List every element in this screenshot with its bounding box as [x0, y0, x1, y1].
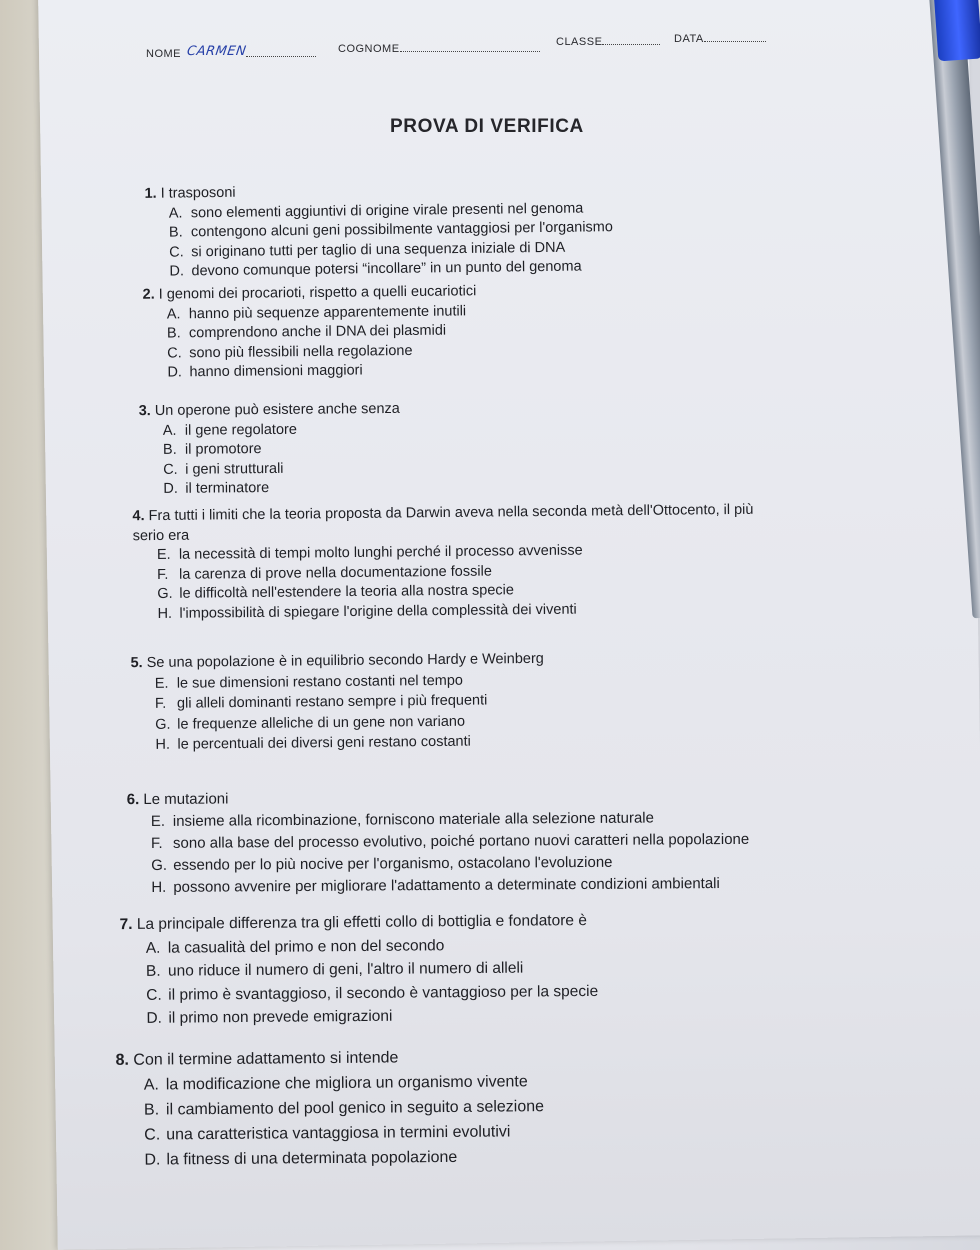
option-letter: F.: [154, 695, 167, 712]
option-text: il promotore: [184, 441, 262, 458]
option-letter: H.: [151, 878, 167, 897]
question-8: [115, 1044, 544, 1173]
option-letter: F.: [150, 834, 163, 853]
option-d: [167, 361, 477, 384]
question-number: 7.: [119, 915, 133, 934]
question-number: 1.: [144, 185, 157, 202]
option-a: [163, 419, 400, 441]
option-f: [155, 690, 544, 715]
option-d: [144, 1144, 544, 1172]
nome-label: NOME: [146, 48, 181, 60]
option-text: la modificazione che migliora un organismo vivente: [165, 1073, 528, 1094]
option-text: devono comunque potersi “incollare” in un punto del genoma: [191, 258, 582, 280]
option-c: [146, 979, 598, 1006]
question-stem: Con il termine adattamento si intende: [133, 1049, 399, 1069]
question-number: 2.: [142, 286, 155, 303]
option-c: [163, 459, 400, 481]
option-text: la necessità di tempi molto lunghi perché il processo avvenisse: [178, 542, 583, 563]
option-letter: D.: [146, 1009, 162, 1027]
option-text: si originano tutti per taglio di una sequenza iniziale di DNA: [191, 239, 566, 260]
option-letter: C.: [169, 243, 184, 261]
question-7: [119, 909, 598, 1031]
question-1: [144, 179, 613, 282]
question-number: 3.: [138, 403, 151, 420]
question-stem: Un operone può esistere anche senza: [154, 400, 400, 420]
option-d: [146, 1003, 598, 1030]
option-text: il primo è svantaggioso, il secondo è vantaggioso per la specie: [168, 982, 599, 1004]
option-letter: G.: [155, 716, 171, 733]
option-text: hanno più sequenze apparentemente inutili: [188, 302, 467, 322]
question-stem: La principale differenza tra gli effetti collo di bottiglia e fondatore è: [136, 912, 587, 933]
question-stem: Fra tutti i limiti che la teoria proposta da Darwin aveva nella seconda metà dell'Ottocento, il più: [148, 501, 754, 525]
option-letter: G.: [157, 586, 173, 603]
option-text: le difficoltà nell'estendere la teoria alla nostra specie: [179, 582, 514, 603]
option-h: [155, 731, 544, 756]
option-letter: E.: [150, 812, 166, 831]
option-text: i geni strutturali: [185, 460, 284, 478]
question-stem-continuation: serio era: [132, 527, 190, 544]
option-text: le frequenze alleliche di un gene non variano: [177, 713, 466, 733]
option-letter: B.: [143, 1101, 160, 1119]
question-stem: Se una popolazione è in equilibrio secondo Hardy e Weinberg: [146, 650, 544, 671]
cognome-label: COGNOME: [338, 43, 400, 55]
option-text: sono più flessibili nella regolazione: [189, 342, 413, 362]
option-text: possono avvenire per migliorare l'adattamento a determinate condizioni ambientali: [173, 875, 720, 896]
option-text: il gene regolatore: [184, 421, 297, 439]
question-5: [130, 649, 544, 756]
option-letter: E.: [156, 547, 171, 564]
option-b: [167, 321, 477, 344]
question-6: [127, 785, 750, 899]
option-letter: C.: [163, 461, 178, 478]
question-number: 4.: [132, 508, 145, 525]
option-b: [163, 439, 400, 461]
option-text: il terminatore: [185, 480, 270, 498]
question-stem: I genomi dei procarioti, rispetto a quelli eucariotici: [158, 283, 477, 303]
option-text: le percentuali dei diversi geni restano costanti: [177, 733, 471, 753]
option-letter: D.: [167, 364, 182, 381]
question-3: [139, 400, 401, 500]
option-letter: D.: [163, 481, 178, 498]
option-letter: A.: [145, 939, 161, 957]
option-text: il cambiamento del pool genico in seguito a selezione: [165, 1098, 545, 1119]
option-text: sono elementi aggiuntivi di origine virale presenti nel genoma: [190, 200, 584, 221]
option-letter: C.: [144, 1126, 161, 1144]
option-text: uno riduce il numero di geni, l'altro il numero di alleli: [167, 959, 524, 980]
option-text: le sue dimensioni restano costanti nel tempo: [176, 672, 464, 692]
question-number: 8.: [115, 1051, 129, 1069]
option-text: insieme alla ricombinazione, forniscono materiale alla selezione naturale: [172, 809, 654, 830]
option-letter: C.: [146, 986, 162, 1004]
option-d: [169, 257, 613, 282]
question-4: [132, 501, 754, 625]
question-number: 5.: [130, 655, 143, 672]
option-letter: B.: [145, 962, 161, 980]
option-text: sono alla base del processo evolutivo, poiché portano nuovi caratteri nella popolazione: [172, 830, 750, 852]
question-number: 6.: [126, 791, 140, 809]
option-d: [163, 478, 400, 500]
option-letter: F.: [157, 566, 169, 583]
option-b: [144, 1094, 544, 1122]
option-letter: D.: [169, 263, 185, 280]
option-letter: B.: [168, 224, 183, 241]
option-text: gli alleli dominanti restano sempre i più frequenti: [176, 692, 488, 712]
option-c: [144, 1119, 544, 1147]
option-text: una caratteristica vantaggiosa in termini evolutivi: [166, 1123, 511, 1144]
question-stem: I trasposoni: [160, 184, 236, 202]
option-text: l'impossibilità di spiegare l'origine della complessità dei viventi: [179, 601, 577, 622]
option-letter: A.: [166, 305, 181, 323]
option-letter: D.: [144, 1151, 161, 1169]
option-text: la casualità del primo e non del secondo: [167, 936, 445, 957]
question-stem: Le mutazioni: [143, 790, 229, 809]
option-letter: A.: [143, 1076, 159, 1094]
option-text: hanno dimensioni maggiori: [189, 362, 363, 381]
option-letter: C.: [167, 345, 182, 362]
option-f: [151, 829, 749, 855]
option-letter: H.: [155, 736, 171, 753]
page-title: PROVA DI VERIFICA: [390, 116, 584, 137]
option-text: il primo non prevede emigrazioni: [168, 1007, 393, 1027]
option-letter: B.: [162, 441, 177, 459]
option-h: [151, 873, 749, 899]
option-text: la carenza di prove nella documentazione fossile: [179, 563, 492, 583]
data-label: DATA: [674, 33, 704, 45]
option-letter: E.: [154, 675, 169, 692]
option-letter: G.: [151, 856, 168, 875]
option-letter: A.: [162, 422, 177, 439]
option-a: [144, 1069, 544, 1097]
classe-label: CLASSE: [556, 36, 603, 48]
option-text: essendo per lo più nocive per l'organismo, ostacolano l'evoluzione: [173, 853, 613, 874]
option-letter: B.: [166, 325, 181, 342]
option-text: comprendono anche il DNA dei plasmidi: [188, 322, 447, 342]
option-letter: H.: [157, 605, 173, 622]
nome-handwritten-value: CARMEN: [185, 44, 247, 59]
option-letter: A.: [168, 204, 183, 222]
option-text: la fitness di una determinata popolazione: [166, 1148, 458, 1169]
option-text: contengono alcuni geni possibilmente vantaggiosi per l'organismo: [190, 219, 614, 241]
question-2: [142, 282, 477, 383]
